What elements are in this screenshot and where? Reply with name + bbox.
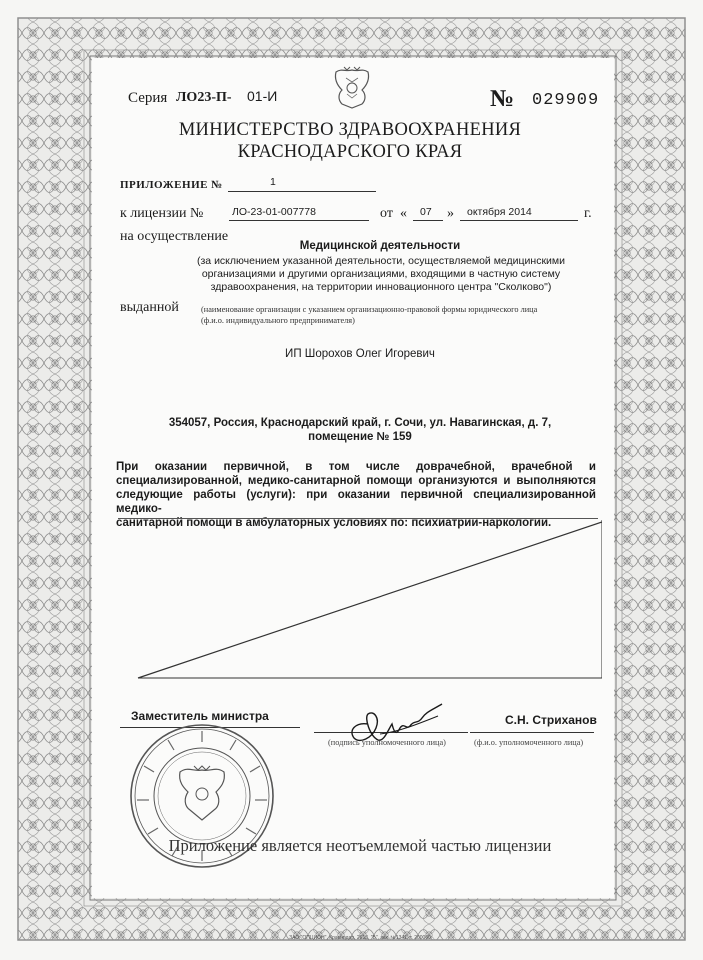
license-prefix: к лицензии № <box>120 206 204 221</box>
works-line2: специализированной, медико-санитарной помощи организуются и выполняются <box>116 475 596 487</box>
works-line1: При оказании первичной, в том числе доврачебной, врачебной и <box>116 461 596 473</box>
license-quote-open: « <box>400 206 407 221</box>
works-line3: следующие работы (услуги): при оказании первичной специализированной медико- <box>116 489 596 515</box>
number-label: № <box>490 86 515 112</box>
address-line1: 354057, Россия, Краснодарский край, г. Сочи, ул. Навагинская, д. 7, <box>168 417 552 429</box>
issued-label: выданной <box>120 300 179 315</box>
signature-caption: (подпись уполномоченного лица) <box>328 738 446 747</box>
organization-address <box>120 416 600 444</box>
blank-area-strike <box>118 520 602 682</box>
issued-note-line1: (наименование организации с указанием организационно-правовой формы юридического лица <box>201 305 538 314</box>
series-value: ЛО23-П- <box>176 90 232 105</box>
ministry-title <box>130 119 570 163</box>
purpose-label: на осуществление <box>120 229 229 244</box>
license-quote-close: » <box>447 206 454 221</box>
number-value: 029909 <box>532 91 600 110</box>
signatory-position: Заместитель министра <box>131 709 269 723</box>
license-year-suffix: г. <box>584 206 592 221</box>
ministry-line1: МИНИСТЕРСТВО ЗДРАВООХРАНЕНИЯ <box>178 120 522 140</box>
purpose-note: (за исключением указанной деятельности, осуществляемой медицинскими организациями и другими организациями, входящими в частную систему здравоохранения, на территории инновационного центра "Сколково") <box>197 255 565 293</box>
address-line2: помещение № 159 <box>308 431 412 443</box>
issued-note-line2: (ф.и.о. индивидуального предпринимателя) <box>201 316 355 325</box>
appendix-footer-note: Приложение является неотъемлемой частью лицензии <box>168 836 552 855</box>
license-from-label: от <box>380 206 393 221</box>
appendix-label: ПРИЛОЖЕНИЕ № <box>120 179 223 191</box>
license-number: ЛО-23-01-007778 <box>232 206 316 218</box>
purpose-title: Медицинской деятельности <box>299 240 461 252</box>
signatory-name: С.Н. Стриханов <box>505 713 597 727</box>
works-line4: санитарной помощи в амбулаторных условиях по: психиатрии-наркологии. <box>116 517 552 529</box>
issued-note <box>201 304 613 326</box>
license-month-year: октября 2014 <box>467 206 532 218</box>
name-caption: (ф.и.о. уполномоченного лица) <box>474 738 584 747</box>
coat-of-arms-icon <box>330 64 374 110</box>
printer-imprint: ЗАО "ОПЦИОН", Краснодар, 2013, "Б", зак. №1341, т. 200000 <box>289 935 431 941</box>
appendix-value: 1 <box>270 176 276 188</box>
ministry-line2: КРАСНОДАРСКОГО КРАЯ <box>237 142 463 162</box>
license-day: 07 <box>420 206 432 218</box>
organization-name: ИП Шорохов Олег Игоревич <box>285 348 435 360</box>
series-label: Серия <box>128 90 168 106</box>
series-suffix: 01-И <box>247 88 278 104</box>
